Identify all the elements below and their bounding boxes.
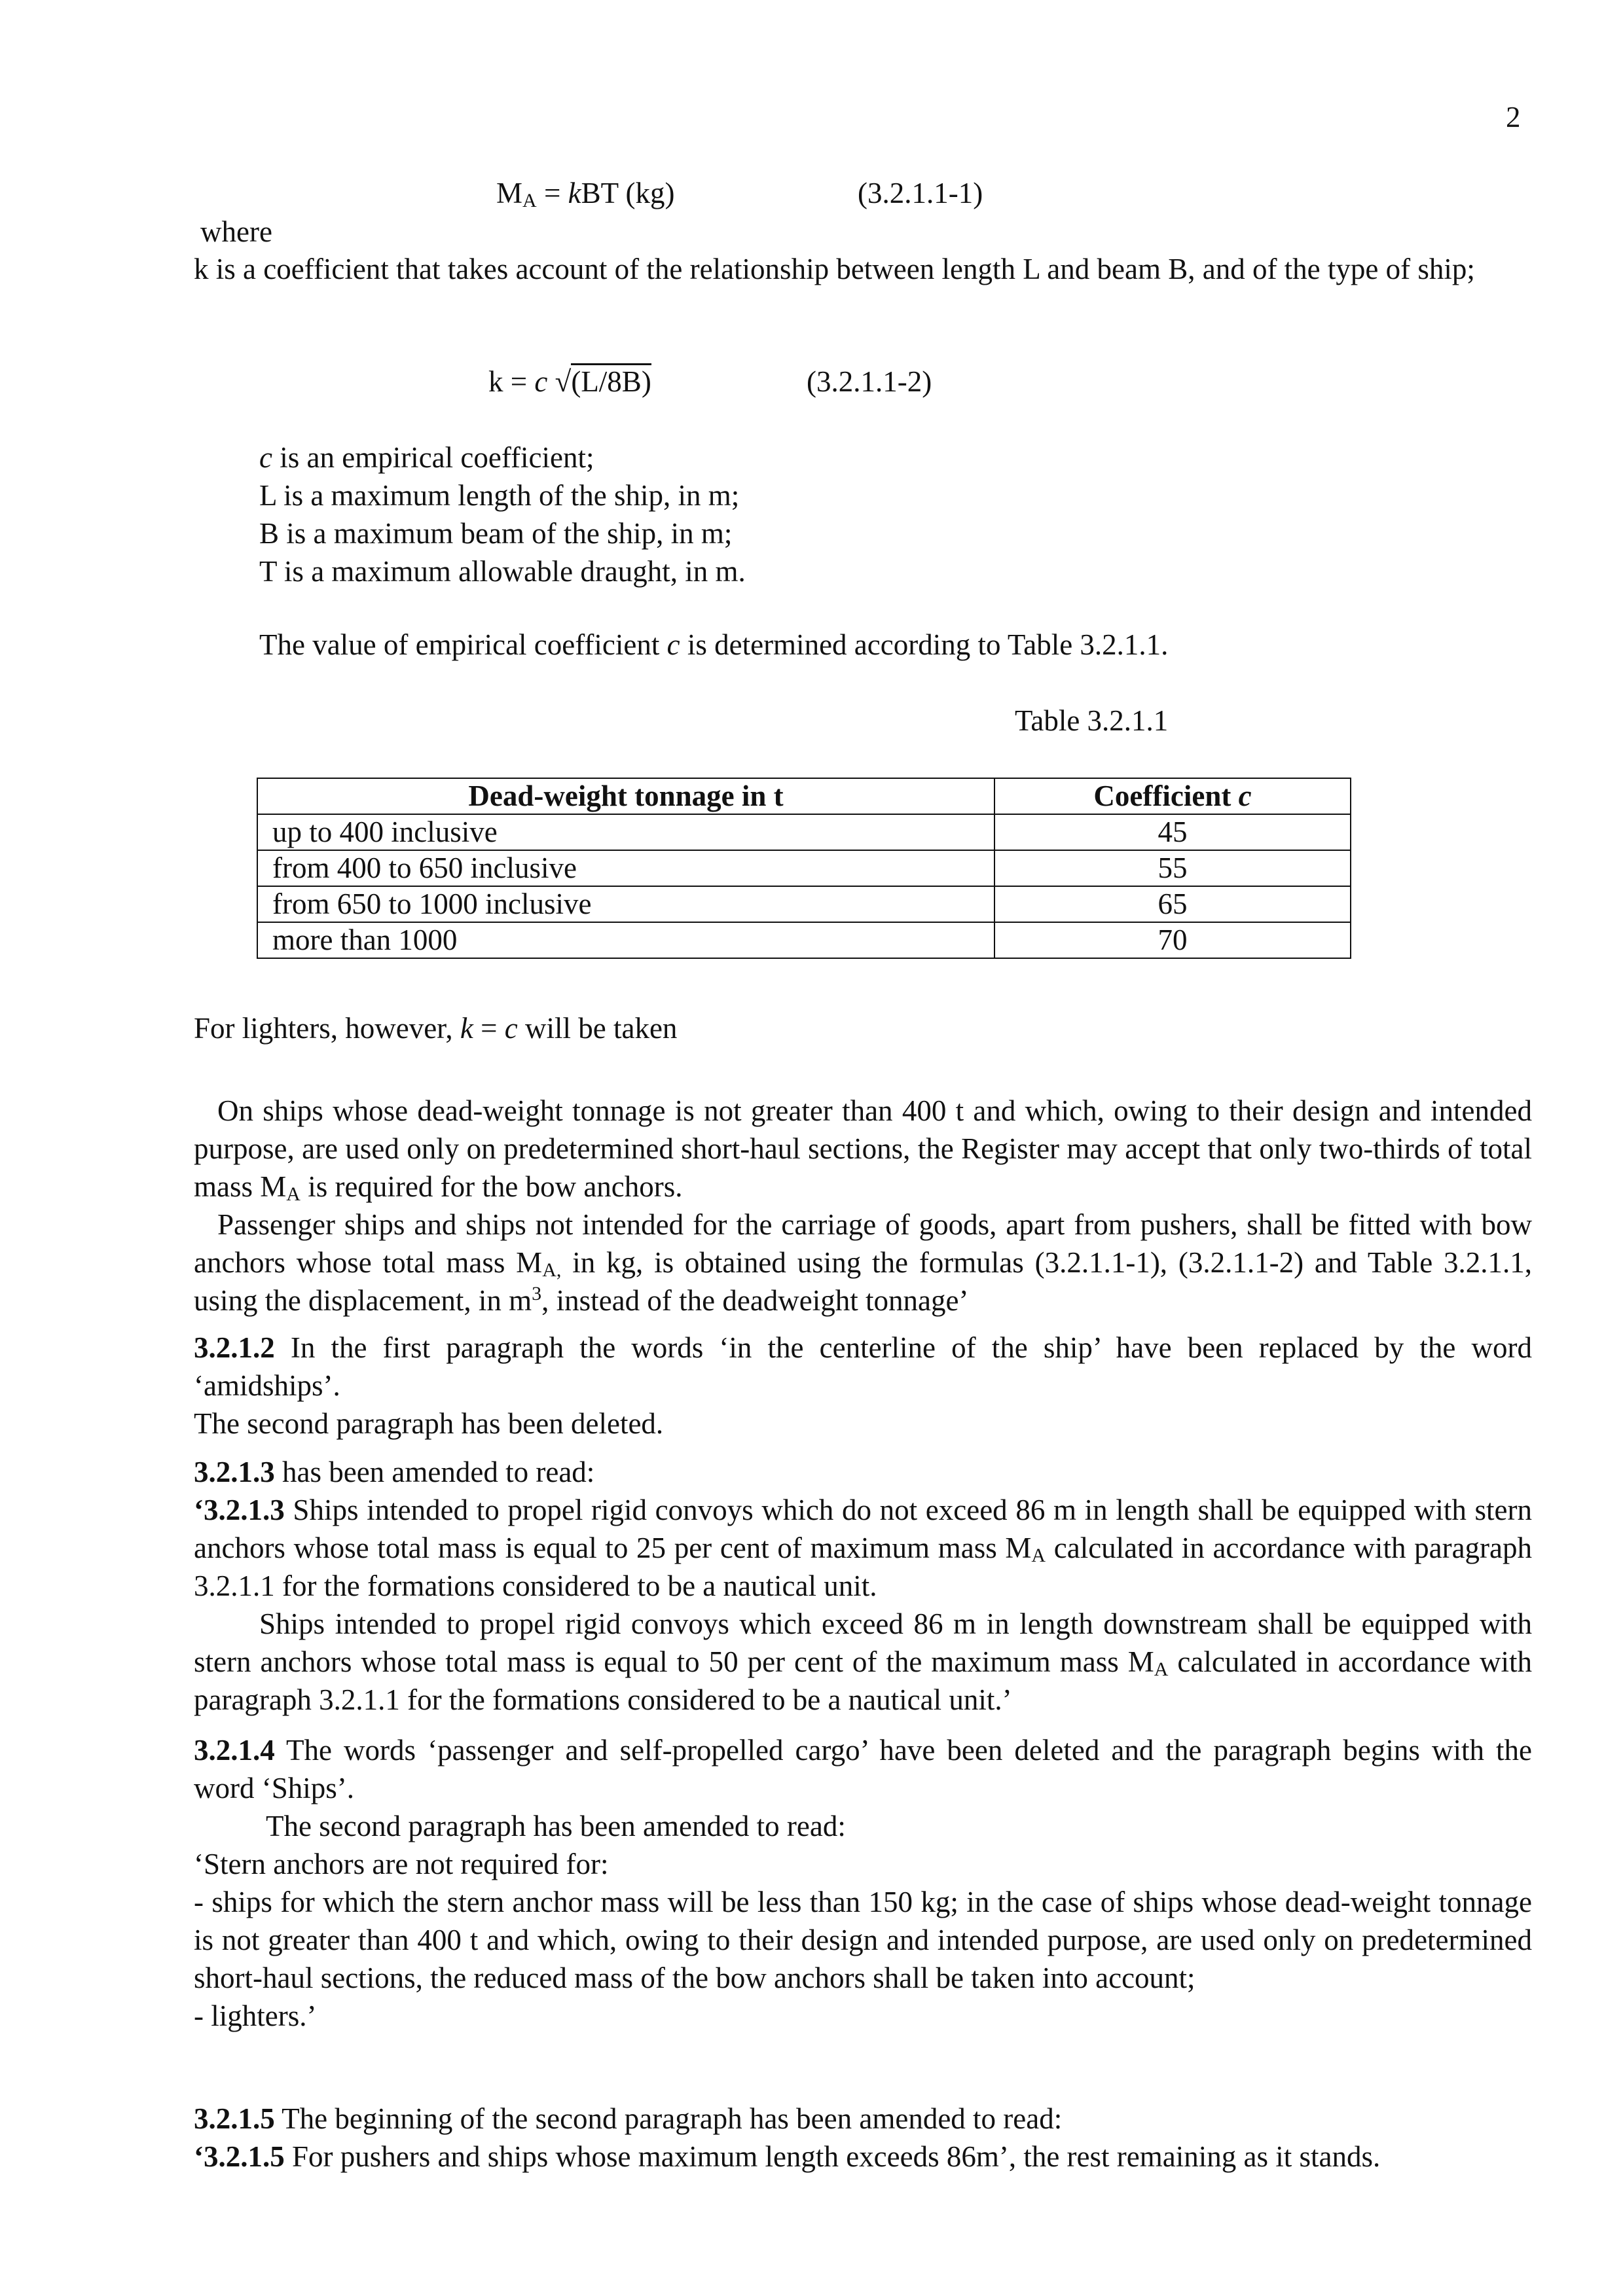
section-3214-num: 3.2.1.4 [194, 1734, 275, 1767]
section-3214-text [194, 1731, 1532, 1807]
formula-k: k [568, 177, 581, 209]
header-coef-var: c [1238, 780, 1252, 812]
coef-cell: 70 [994, 922, 1351, 958]
formula-ref-1: (3.2.1.1-1) [858, 177, 983, 209]
lighters-before: For lighters, however, [194, 1012, 460, 1045]
section-3214-body: The words ‘passenger and self-propelled cargo’ have been deleted and the paragraph begins with the word ‘Ships’. [194, 1734, 1532, 1804]
header-coef-text: Coefficient [1093, 780, 1239, 812]
section-3212-text [194, 1329, 1532, 1405]
def-b: B is a maximum beam of the ship, in m; [259, 517, 733, 550]
formula2-radicand: (L/8B) [571, 363, 651, 398]
passenger-sub: A, [542, 1259, 562, 1281]
formula-ref-2: (3.2.1.1-2) [807, 365, 932, 398]
value-sentence [259, 626, 1168, 664]
coefficient-table [257, 778, 1351, 959]
section-3213-num: 3.2.1.3 [194, 1456, 275, 1488]
section-3213-p1 [194, 1491, 1532, 1605]
def-l: L is a maximum length of the ship, in m; [259, 479, 740, 512]
section-3215-quote [194, 2138, 1532, 2176]
section-3213-p2-before: Ships intended to propel rigid convoys which exceed 86 m in length downstream shall be equipped with stern anchors whose total mass is equal to 50 per cent of the maximum mass M [194, 1607, 1532, 1678]
where-label: where [200, 215, 272, 248]
table-row [257, 814, 1351, 850]
formula-eq: = [536, 177, 568, 209]
table-row [257, 922, 1351, 958]
passenger-paragraph [194, 1206, 1532, 1319]
section-3213 [194, 1453, 1532, 1719]
k-definition [194, 250, 1609, 288]
section-3215 [194, 2100, 1532, 2176]
k-definition-text: k is a coefficient that takes account of the relationship between length L and beam B, and of the type of ship; [194, 253, 1475, 285]
passenger-before: Passenger ships and ships not intended for the carriage of goods, apart from pushers, shall be fitted with bow anchors whose total mass M [194, 1208, 1532, 1279]
formula-rest: BT (kg) [581, 177, 675, 209]
tonnage-cell: from 400 to 650 inclusive [257, 850, 994, 886]
formula-k [488, 363, 651, 401]
def-t: T is a maximum allowable draught, in m. [259, 555, 746, 588]
lighters-sentence [194, 1009, 677, 1047]
section-3213-p1-after: calculated in accordance with paragraph 3.2.1.1 for the formations considered to be a nautical unit. [194, 1532, 1532, 1602]
section-3215-num: 3.2.1.5 [194, 2102, 275, 2135]
section-3214 [194, 1731, 1532, 2035]
on-ships-sub: A [286, 1183, 301, 1205]
section-3215-quote-num: ‘3.2.1.5 [194, 2140, 285, 2173]
sqrt-icon: √ [555, 365, 572, 398]
section-3214-bullet-1: - ships for which the stern anchor mass will be less than 150 kg; in the case of ships whose dead-weight tonnage is not greater than 400 t and which, owing to their design and intended purpose, are used only on predetermined short-haul sections, the reduced mass of the bow anchors shall be taken into account; [194, 1886, 1532, 1994]
tonnage-cell: more than 1000 [257, 922, 994, 958]
section-3214-bullet-2: - lighters.’ [194, 2000, 317, 2032]
header-coefficient [994, 778, 1351, 814]
page-number: 2 [1506, 101, 1521, 134]
passenger-mid: in kg, is obtained using the formulas (3.2.1.1-1), (3.2.1.1-2) and Table 3.2.1.1, using the displacement, in m [194, 1246, 1532, 1317]
section-3212-body: In the first paragraph the words ‘in the centerline of the ship’ have been replaced by the word ‘amidships’. [194, 1331, 1532, 1402]
coef-cell: 45 [994, 814, 1351, 850]
passenger-after: , instead of the deadweight tonnage’ [541, 1284, 969, 1317]
table-row [257, 886, 1351, 922]
value-after: is determined according to Table 3.2.1.1. [680, 628, 1169, 661]
section-3213-p2-sub: A [1154, 1659, 1169, 1680]
section-3213-p2 [194, 1605, 1532, 1719]
section-3215-body: The beginning of the second paragraph has been amended to read: [274, 2102, 1063, 2135]
section-3215-text [194, 2100, 1532, 2138]
def-c [259, 439, 594, 476]
section-3213-p2-after: calculated in accordance with paragraph 3.2.1.1 for the formations considered to be a nautical unit.’ [194, 1645, 1532, 1716]
tonnage-cell: up to 400 inclusive [257, 814, 994, 850]
on-ships-paragraph [194, 1092, 1532, 1206]
formula-ma [496, 174, 674, 212]
on-ships-before: On ships whose dead-weight tonnage is not greater than 400 t and which, owing to their design and intended purpose, are used only on predetermined short-haul sections, the Register may accept that only two-thirds of total mass M [194, 1094, 1532, 1203]
formula2-c: c [534, 365, 548, 398]
bow-anchors-block [194, 1092, 1532, 1319]
table-header-row [257, 778, 1351, 814]
def-c-var: c [259, 441, 272, 474]
section-3213-quote-num: ‘3.2.1.3 [194, 1494, 285, 1526]
section-3212 [194, 1329, 1532, 1443]
coef-cell: 55 [994, 850, 1351, 886]
formula2-lhs: k = [488, 365, 535, 398]
formula-m: M [496, 177, 523, 209]
table-caption: Table 3.2.1.1 [1015, 704, 1169, 737]
passenger-sup: 3 [532, 1283, 542, 1304]
lighters-c: c [504, 1012, 518, 1045]
formula-m-sub: A [522, 190, 537, 211]
section-3213-intro-text: has been amended to read: [274, 1456, 595, 1488]
lighters-k: k [460, 1012, 473, 1045]
table-row [257, 850, 1351, 886]
lighters-eq: = [473, 1012, 505, 1045]
lighters-after: will be taken [517, 1012, 678, 1045]
section-3213-intro [194, 1453, 1532, 1491]
section-3214-second: The second paragraph has been amended to read: [266, 1810, 846, 1842]
value-before: The value of empirical coefficient [259, 628, 667, 661]
section-3213-p1-before: Ships intended to propel rigid convoys which do not exceed 86 m in length shall be equipped with stern anchors whose total mass is equal to 25 per cent of maximum mass M [194, 1494, 1532, 1564]
header-tonnage: Dead-weight tonnage in t [257, 778, 994, 814]
on-ships-after: is required for the bow anchors. [300, 1170, 683, 1203]
section-3213-p1-sub: A [1031, 1545, 1046, 1566]
coef-cell: 65 [994, 886, 1351, 922]
section-3214-quote: ‘Stern anchors are not required for: [194, 1848, 609, 1880]
value-c: c [666, 628, 680, 661]
section-3215-quote-text: For pushers and ships whose maximum length exceeds 86m’, the rest remaining as it stands. [284, 2140, 1381, 2173]
tonnage-cell: from 650 to 1000 inclusive [257, 886, 994, 922]
section-3212-second: The second paragraph has been deleted. [194, 1407, 664, 1440]
def-c-text: is an empirical coefficient; [272, 441, 594, 474]
section-3212-num: 3.2.1.2 [194, 1331, 275, 1364]
